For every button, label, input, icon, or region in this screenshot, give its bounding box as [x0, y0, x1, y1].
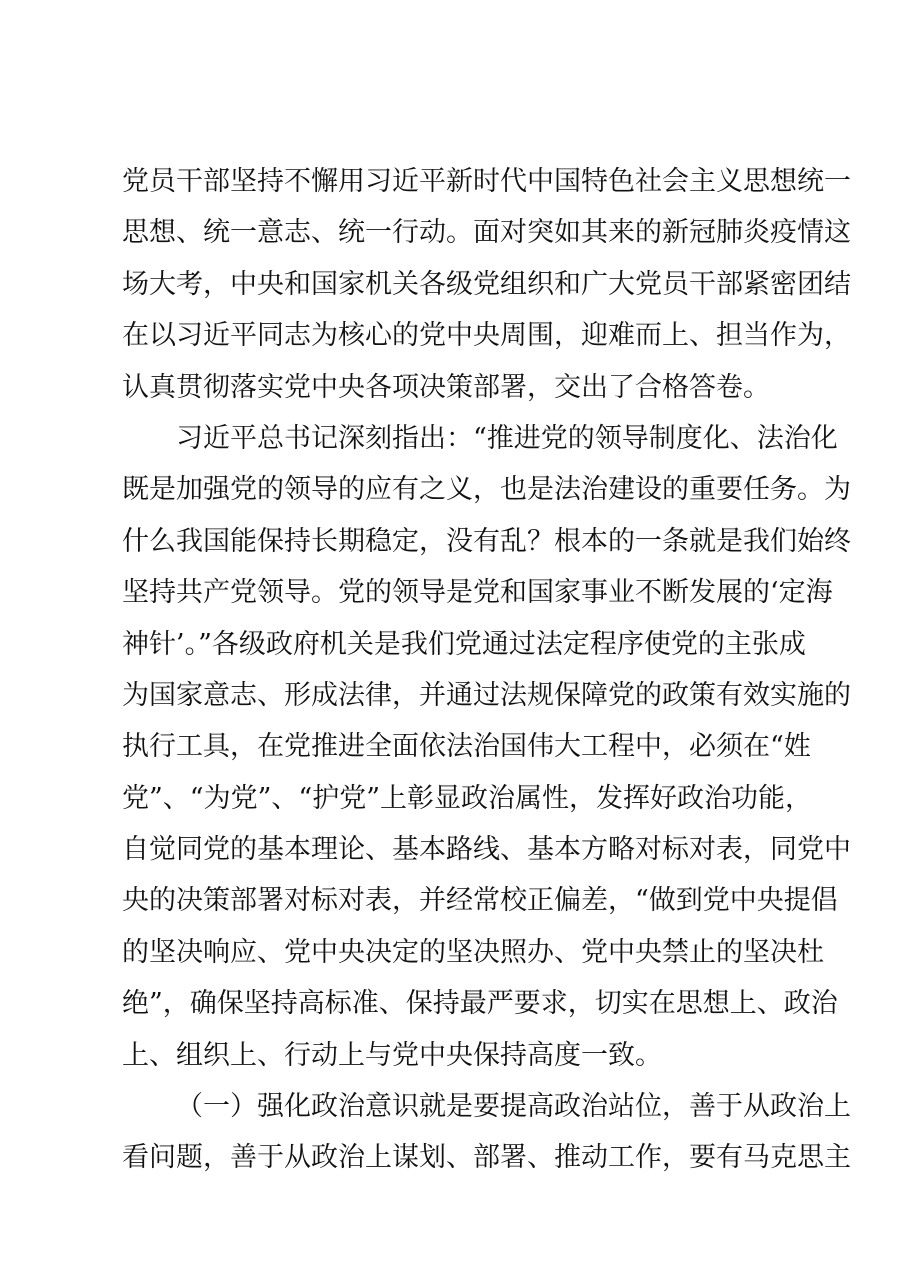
text-line: 认真贯彻落实党中央各项决策部署，交出了合格答卷。 — [122, 371, 770, 403]
text-line: 思想、统一意志、统一行动。面对突如其来的新冠肺炎疫情这 — [122, 217, 851, 249]
text-line: 的坚决响应、党中央决定的坚决照办、党中央禁止的坚决杜 — [122, 936, 824, 968]
paragraph-1 — [122, 156, 851, 413]
text-line: 为国家意志、形成法律，并通过法规保障党的政策有效实施的 — [122, 679, 851, 711]
text-line: 习近平总书记深刻指出：“推进党的领导制度化、法治化 — [176, 422, 838, 454]
text-line: 自觉同党的基本理论、基本路线、基本方略对标对表，同党中 — [122, 834, 851, 866]
paragraph-2 — [122, 413, 851, 1081]
text-line: 执行工具，在党推进全面依法治国伟大工程中，必须在“姓 — [122, 731, 811, 763]
text-line: 看问题，善于从政治上谋划、部署、推动工作，要有马克思主 — [122, 1142, 851, 1174]
text-line: （一）强化政治意识就是要提高政治站位，善于从政治上 — [176, 1091, 851, 1123]
text-line: 央的决策部署对标对表，并经常校正偏差，“做到党中央提倡 — [122, 885, 838, 917]
text-line: 什么我国能保持长期稳定，没有乱？根本的一条就是我们始终 — [122, 525, 851, 557]
text-line: 在以习近平同志为核心的党中央周围，迎难而上、担当作为， — [122, 320, 851, 352]
text-line: 党员干部坚持不懈用习近平新时代中国特色社会主义思想统一 — [122, 166, 851, 197]
text-line: 神针’。”各级政府机关是我们党通过法定程序使党的主张成 — [122, 628, 806, 660]
text-line: 党”、“为党”、“护党”上彰显政治属性，发挥好政治功能， — [122, 782, 813, 814]
text-line: 上、组织上、行动上与党中央保持高度一致。 — [122, 1039, 662, 1071]
text-line: 坚持共产党领导。党的领导是党和国家事业不断发展的‘定海 — [122, 577, 833, 609]
text-line: 场大考，中央和国家机关各级党组织和广大党员干部紧密团结 — [122, 268, 851, 300]
text-line: 绝”，确保坚持高标准、保持最严要求，切实在思想上、政治 — [122, 988, 838, 1020]
paragraph-3 — [122, 1081, 851, 1184]
document-body — [122, 156, 851, 1184]
text-line: 既是加强党的领导的应有之义，也是法治建设的重要任务。为 — [122, 474, 851, 506]
